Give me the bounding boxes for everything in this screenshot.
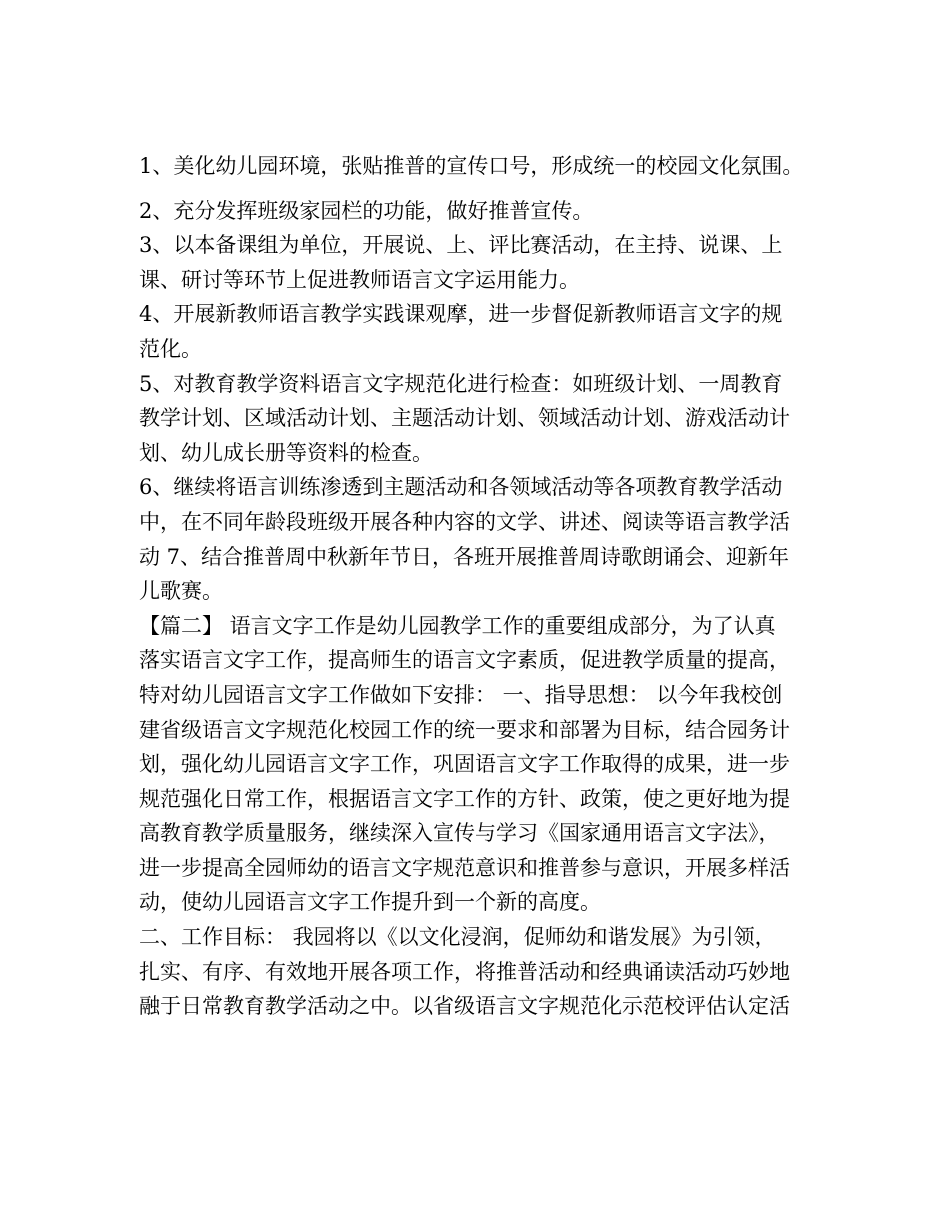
text-line: 动，使幼儿园语言文字工作提升到一个新的高度。 <box>139 890 601 915</box>
text-line: 动 7、结合推普周中秋新年节日，各班开展推普周诗歌朗诵会、迎新年 <box>139 544 790 569</box>
text-line: 课、研讨等环节上促进教师语言文字运用能力。 <box>139 267 580 292</box>
text-line: 高教育教学质量服务，继续深入宣传与学习《国家通用语言文字法》， <box>139 821 780 846</box>
text-line: 扎实、有序、有效地开展各项工作，将推普活动和经典诵读活动巧妙地 <box>139 959 790 984</box>
text-line: 1、美化幼儿园环境，张贴推普的宣传口号，形成统一的校园文化氛围。 <box>139 154 804 178</box>
text-line: 儿歌赛。 <box>139 579 223 604</box>
text-line: 进一步提高全园师幼的语言文字规范意识和推普参与意识，开展多样活 <box>139 855 790 880</box>
text-line: 建省级语言文字规范化校园工作的统一要求和部署为目标，结合园务计 <box>139 717 790 742</box>
text-line: 6、继续将语言训练渗透到主题活动和各领域活动等各项教育教学活动 <box>139 475 783 500</box>
blank-line <box>139 184 819 194</box>
text-line: 5、对教育教学资料语言文字规范化进行检查：如班级计划、一周教育 <box>139 371 783 396</box>
text-line: 【篇二】 语言文字工作是幼儿园教学工作的重要组成部分，为了认真 <box>139 613 776 638</box>
text-line: 教学计划、区域活动计划、主题活动计划、领域活动计划、游戏活动计 <box>139 406 790 431</box>
text-line: 融于日常教育教学活动之中。以省级语言文字规范化示范校评估认定活 <box>139 994 790 1019</box>
text-line: 2、充分发挥班级家园栏的功能，做好推普宣传。 <box>139 198 594 223</box>
text-line: 落实语言文字工作，提高师生的语言文字素质，促进教学质量的提高， <box>139 648 790 673</box>
text-line: 划，强化幼儿园语言文字工作，巩固语言文字工作取得的成果，进一步 <box>139 752 790 777</box>
text-line: 特对幼儿园语言文字工作做如下安排： 一、指导思想： 以今年我校创 <box>139 682 783 707</box>
text-line: 二、工作目标： 我园将以《以文化浸润，促师幼和谐发展》为引领， <box>139 925 776 950</box>
document-body <box>139 149 819 1024</box>
text-line: 范化。 <box>139 336 202 361</box>
text-line: 划、幼儿成长册等资料的检查。 <box>139 440 433 465</box>
text-line: 3、以本备课组为单位，开展说、上、评比赛活动，在主持、说课、上 <box>139 233 783 258</box>
text-line: 4、开展新教师语言教学实践课观摩，进一步督促新教师语言文字的规 <box>139 302 783 327</box>
text-line: 规范强化日常工作，根据语言文字工作的方针、政策，使之更好地为提 <box>139 786 790 811</box>
text-line: 中，在不同年龄段班级开展各种内容的文学、讲述、阅读等语言教学活 <box>139 509 790 534</box>
